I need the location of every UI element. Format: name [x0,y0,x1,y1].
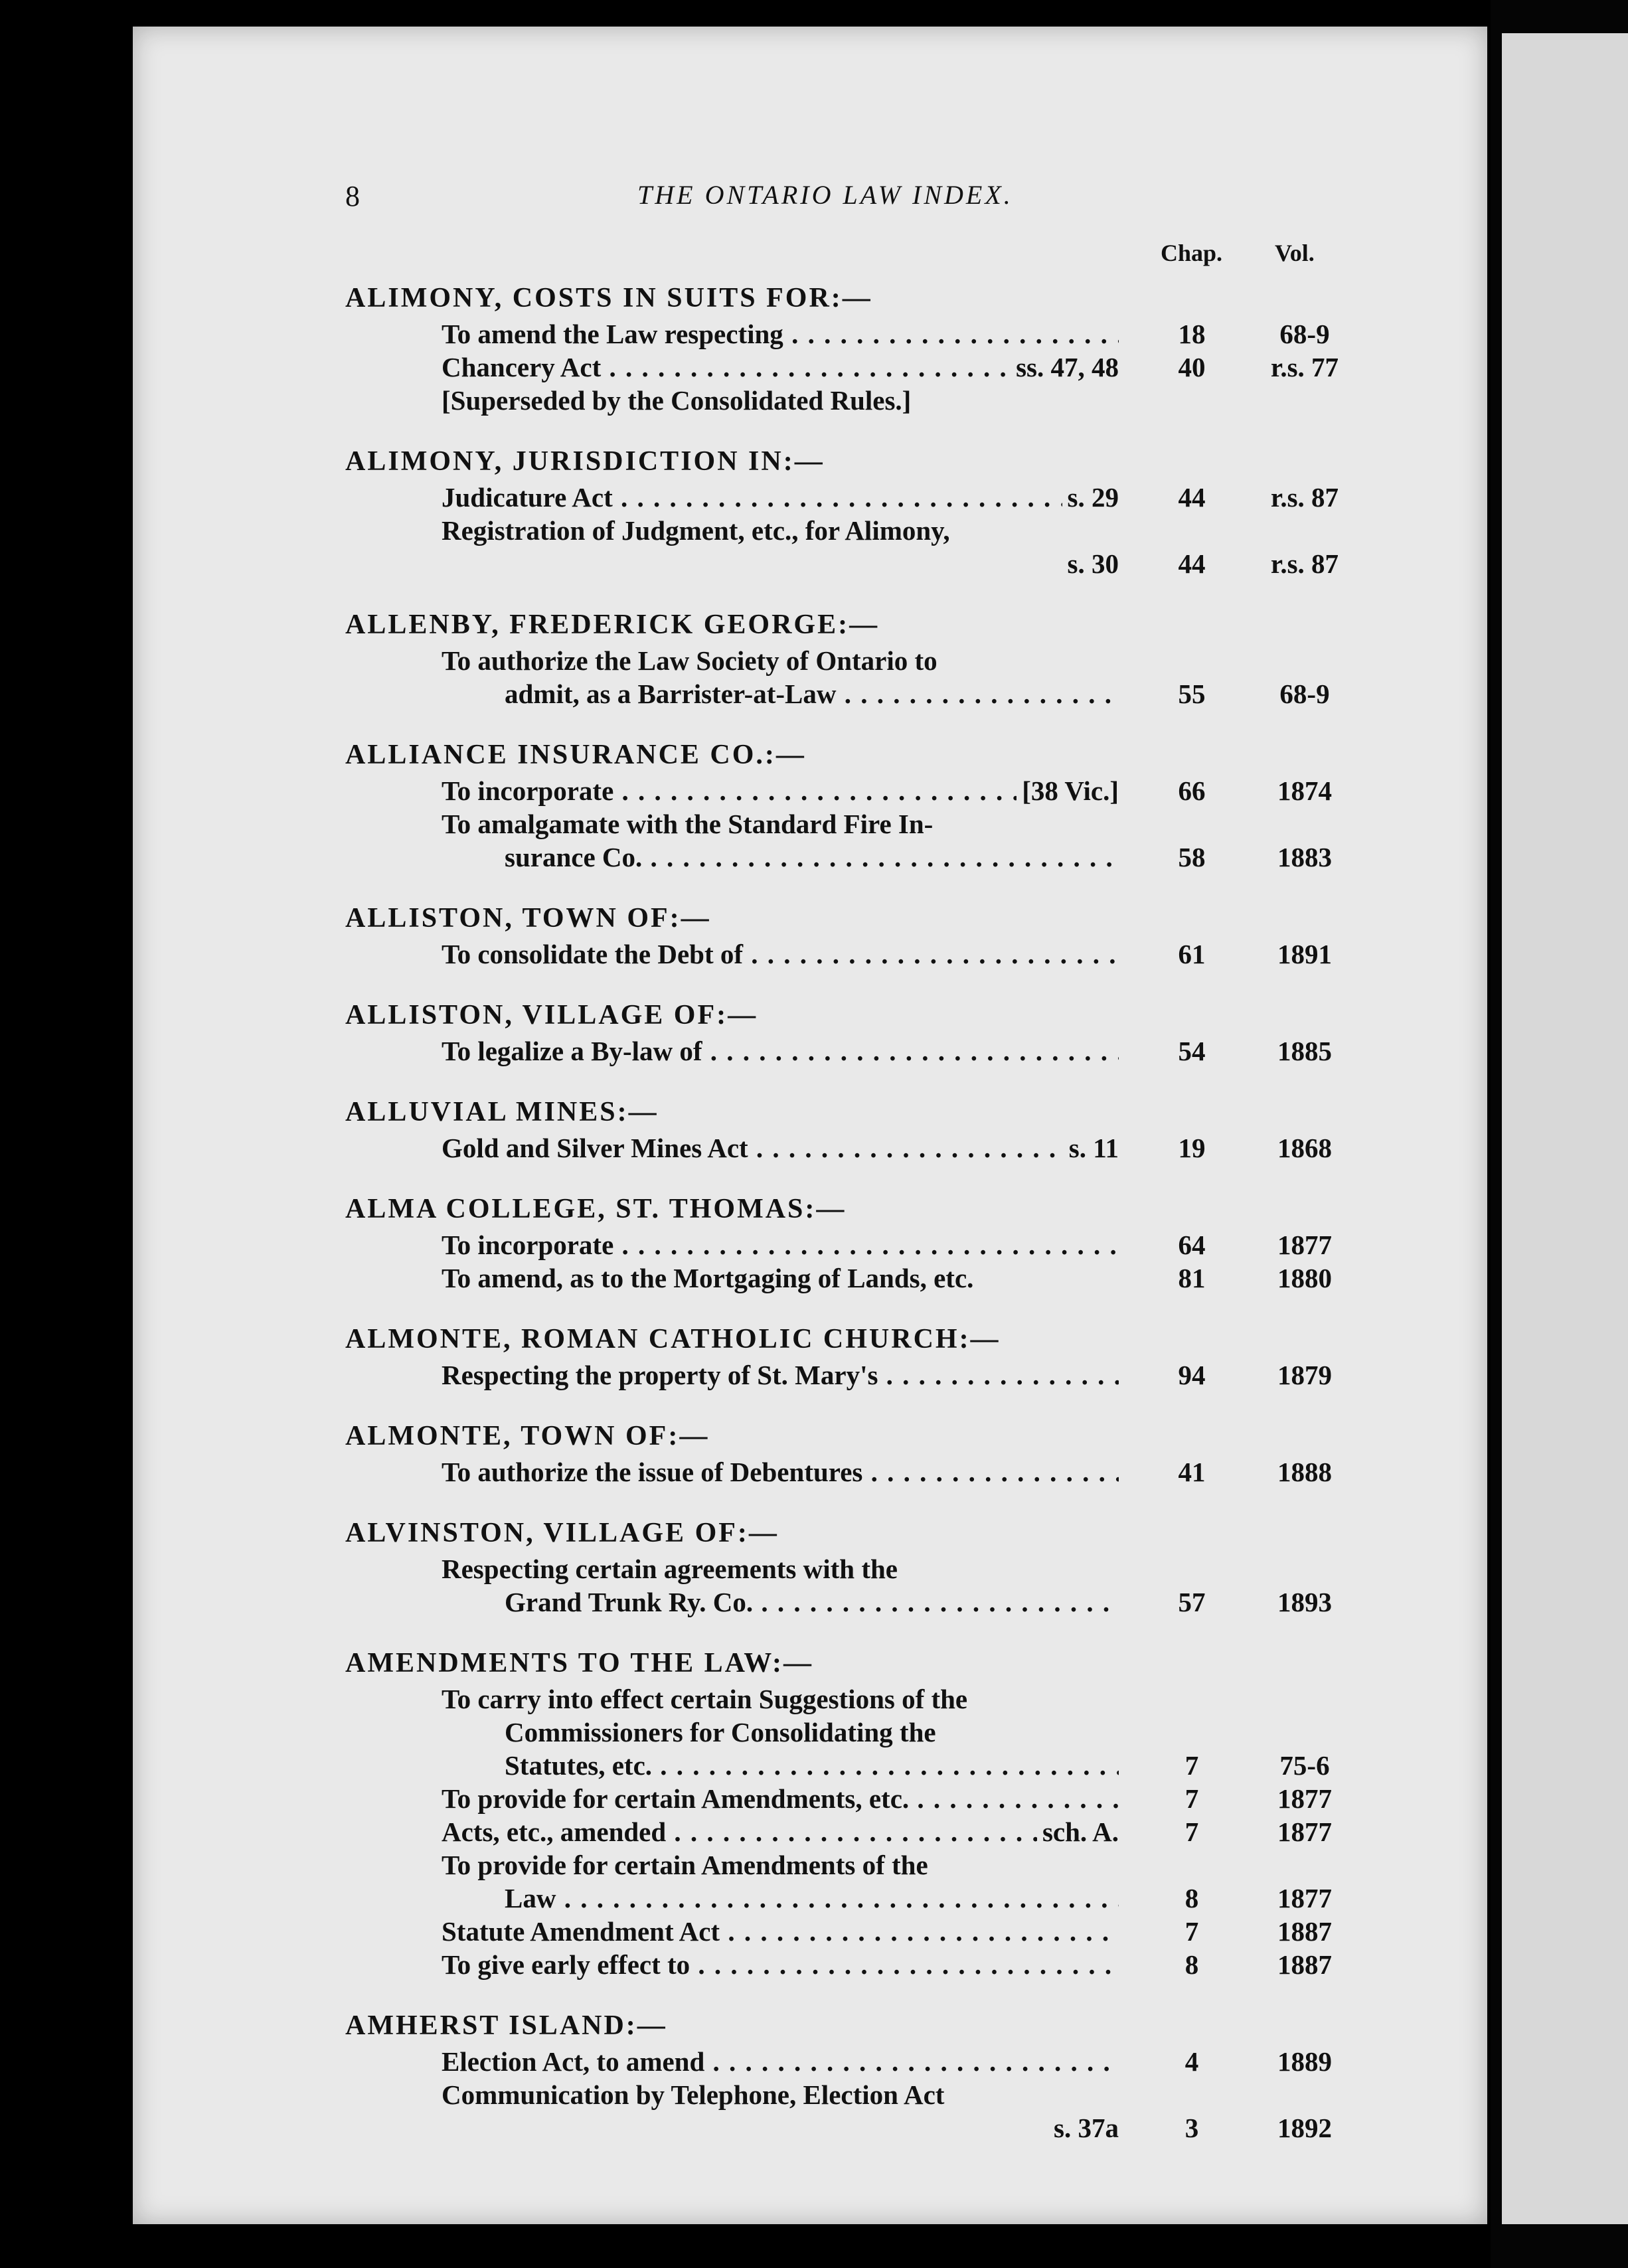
chapter-number: 40 [1178,352,1206,382]
entry-line [345,841,1361,874]
entry-line [345,1358,1361,1392]
index-entry [345,1093,1361,1165]
entry-text: To legalize a By-law of . . . [442,1034,1119,1068]
entry-heading: AMHERST ISLAND:— [345,2010,667,2041]
entry-line [345,677,1361,710]
next-page-edge [1502,33,1628,2224]
entry-line [345,1749,1361,1782]
volume-year: r.s. 87 [1270,548,1339,579]
section-reference: s. 11 [1064,1131,1119,1165]
entry-heading: ALMA COLLEGE, ST. THOMAS:— [345,1194,847,1224]
entry-line [345,1782,1361,1815]
index-entry [345,1320,1361,1392]
volume-year: r.s. 77 [1270,352,1339,382]
volume-year: 1879 [1277,1360,1332,1390]
volume-year: 1885 [1277,1036,1332,1066]
entry-line [345,1552,1361,1585]
volume-year: 1877 [1277,1230,1332,1260]
chapter-number: 61 [1178,939,1206,969]
entry-line [345,937,1361,971]
entry-text: Respecting certain agreements with the [442,1554,898,1584]
entry-line [345,644,1361,677]
chapter-number: 4 [1184,2046,1199,2077]
entry-text: [Superseded by the Consolidated Rules.] [442,385,912,416]
index-entry [345,1644,1361,1981]
index-entry [345,996,1361,1068]
chapter-number: 54 [1178,1036,1206,1066]
entry-heading: ALIMONY, JURISDICTION IN:— [345,446,825,477]
volume-year: 1877 [1277,1817,1332,1847]
entry-text: Statute Amendment Act . . . [442,1915,1119,1948]
entry-line [345,1261,1361,1295]
chapter-number: 57 [1178,1587,1206,1617]
index-entry [345,736,1361,874]
volume-year: 1880 [1277,1263,1332,1293]
entry-heading: AMENDMENTS TO THE LAW:— [345,1648,813,1678]
entry-line [345,774,1361,807]
volume-year: 1877 [1277,1783,1332,1814]
index-entry [345,606,1361,710]
chapter-number: 7 [1184,1916,1199,1947]
entry-line [345,317,1361,351]
entry-heading: ALMONTE, TOWN OF:— [345,1421,710,1451]
index-entries [345,279,1361,2170]
volume-year: 75-6 [1279,1750,1330,1781]
entry-text: Chancery Act . . . [442,351,1119,384]
chapter-number: 7 [1184,1783,1199,1814]
volume-year: 1887 [1277,1916,1332,1947]
chapter-number: 18 [1178,319,1206,349]
entry-line [345,384,1361,417]
entry-text: To provide for certain Amendments, etc. . . . [442,1782,1119,1815]
page-content [345,173,1361,2151]
entry-line [345,1585,1361,1619]
entry-text: To authorize the issue of Debentures . . . [442,1455,1119,1489]
chapter-number: 7 [1184,1750,1199,1781]
section-reference: ss. 47, 48 [1011,351,1119,384]
volume-year: r.s. 87 [1270,482,1339,513]
entry-text: To give early effect to . . . [442,1948,1119,1981]
volume-year: 1883 [1277,842,1332,872]
entry-text: To amend the Law respecting . . . [442,317,1119,351]
index-entry [345,279,1361,417]
entry-text: Election Act, to amend . . . [442,2045,1119,2078]
index-entry [345,1190,1361,1295]
chapter-number: 94 [1178,1360,1206,1390]
index-entry [345,1417,1361,1489]
entry-line [345,1815,1361,1848]
volume-year: 68-9 [1279,679,1330,709]
entry-heading: ALLUVIAL MINES:— [345,1097,659,1127]
page-number: 8 [345,180,360,212]
entry-text: Communication by Telephone, Election Act [442,2079,945,2110]
entry-heading: ALIMONY, COSTS IN SUITS FOR:— [345,283,872,313]
entry-line [345,1131,1361,1165]
entry-line [345,2045,1361,2078]
volume-year: 1874 [1277,775,1332,806]
entry-heading: ALLISTON, VILLAGE OF:— [345,1000,758,1030]
index-entry [345,1514,1361,1619]
volume-year: 1892 [1277,2113,1332,2143]
volume-year: 1891 [1277,939,1332,969]
entry-line [345,1228,1361,1261]
entry-text: To authorize the Law Society of Ontario to [442,645,937,676]
entry-line [345,1034,1361,1068]
chapter-number: 7 [1184,1817,1199,1847]
volume-year: 68-9 [1279,319,1330,349]
entry-text: To consolidate the Debt of . . . [442,937,1119,971]
chapter-number: 3 [1184,2113,1199,2143]
volume-year: 1868 [1277,1133,1332,1163]
entry-line [345,807,1361,841]
entry-text: To provide for certain Amendments of the [442,1850,928,1880]
entry-text: Acts, etc., amended . . . [442,1815,1119,1848]
entry-line [345,1455,1361,1489]
section-reference: s. 29 [1062,481,1119,514]
volume-year: 1889 [1277,2046,1332,2077]
entry-text: To amalgamate with the Standard Fire In- [442,809,934,839]
entry-line [345,1848,1361,1882]
chapter-number: 66 [1178,775,1206,806]
chapter-number: 81 [1178,1263,1206,1293]
volume-year: 1893 [1277,1587,1332,1617]
entry-line [345,547,1361,580]
section-reference: s. 30 [1062,547,1119,580]
section-reference: [38 Vic.] [1017,774,1119,807]
entry-line [345,514,1361,547]
entry-line [345,2078,1361,2111]
index-entry [345,442,1361,580]
entry-line [345,2111,1361,2145]
entry-line [345,1882,1361,1915]
entry-text: Law . . . [505,1882,1119,1915]
volume-year: 1888 [1277,1457,1332,1487]
entry-heading: ALLENBY, FREDERICK GEORGE:— [345,609,880,640]
chapter-number: 8 [1184,1883,1199,1913]
chapter-number: 19 [1178,1133,1206,1163]
chapter-number: 44 [1178,548,1206,579]
section-reference: sch. A. [1037,1815,1119,1848]
entry-heading: ALMONTE, ROMAN CATHOLIC CHURCH:— [345,1324,1001,1354]
entry-heading: ALLIANCE INSURANCE CO.:— [345,740,806,770]
chapter-number: 44 [1178,482,1206,513]
entry-text: To carry into effect certain Suggestions of the [442,1684,968,1714]
entry-text: surance Co. . . . [505,841,1119,874]
entry-text: Statutes, etc. . . . [505,1749,1119,1782]
chapter-number: 8 [1184,1949,1199,1980]
section-reference: s. 37a [1048,2111,1119,2145]
entry-text: admit, as a Barrister-at-Law . . . [505,677,1119,710]
chapter-number: 64 [1178,1230,1206,1260]
entry-text: Grand Trunk Ry. Co. . . . [505,1585,1119,1619]
index-entry [345,899,1361,971]
chapter-number: 58 [1178,842,1206,872]
entry-line [345,481,1361,514]
entry-line [345,1915,1361,1948]
entry-line [345,1682,1361,1716]
entry-heading: ALLISTON, TOWN OF:— [345,903,711,933]
entry-text: To amend, as to the Mortgaging of Lands, etc. [442,1263,974,1293]
entry-line [345,351,1361,384]
chapter-number: 41 [1178,1457,1206,1487]
entry-text: To incorporate . . . [442,1228,1119,1261]
entry-text: Commissioners for Consolidating the [505,1717,936,1747]
entry-line [345,1716,1361,1749]
entry-text: Judicature Act . . . [442,481,1119,514]
chapter-number: 55 [1178,679,1206,709]
volume-year: 1877 [1277,1883,1332,1913]
index-entry [345,2006,1361,2145]
entry-text: Gold and Silver Mines Act . . . [442,1131,1119,1165]
column-header-chap: Chap. [1161,240,1223,266]
column-header-vol: Vol. [1275,240,1315,266]
entry-text: Registration of Judgment, etc., for Alimony, [442,515,950,546]
entry-text: To incorporate . . . [442,774,1119,807]
volume-year: 1887 [1277,1949,1332,1980]
entry-text: Respecting the property of St. Mary's . . . [442,1358,1119,1392]
running-head: THE ONTARIO LAW INDEX. [637,180,1013,210]
entry-heading: ALVINSTON, VILLAGE OF:— [345,1518,779,1548]
entry-line [345,1948,1361,1981]
